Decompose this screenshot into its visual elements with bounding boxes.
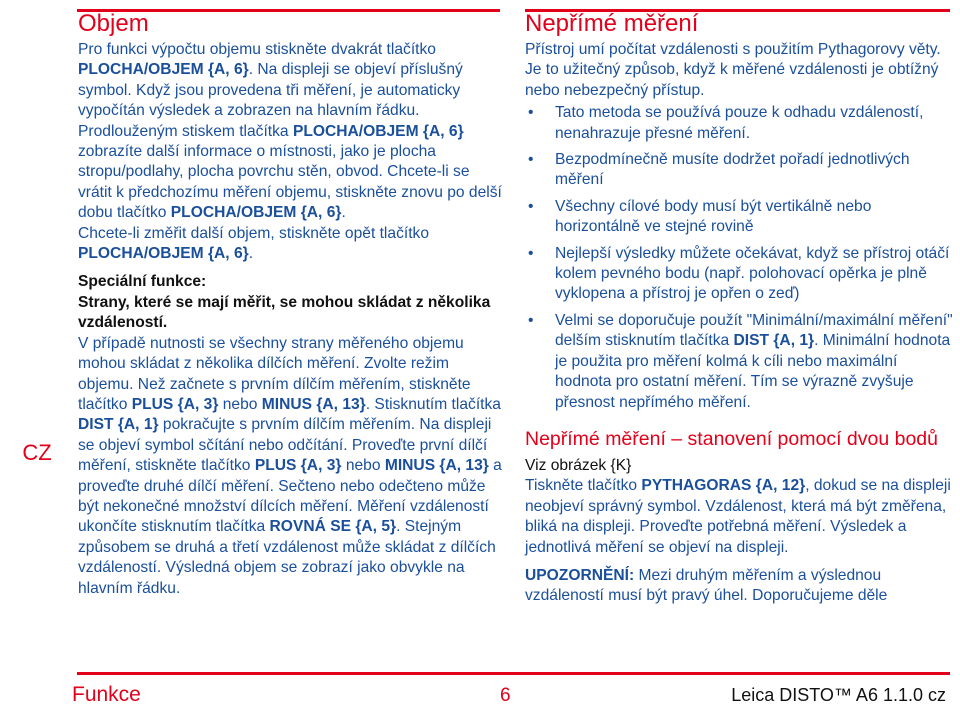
footer-product: Leica DISTO™ A6 1.1.0 cz bbox=[731, 685, 946, 705]
text-run: Nejlepší výsledky můžete očekávat, když se přístroj otáčí kolem pevného bodu (např. polohovací opěrka je plně vyklopena a přístroj je opřen o zeď) bbox=[555, 244, 950, 303]
language-tab: CZ bbox=[22, 440, 52, 465]
text-run: Chcete-li změřit další objem, stiskněte opět tlačítko bbox=[78, 224, 430, 242]
text-run: a proveďte druhé dílčí měření. Sečteno nebo odečteno může být nekonečné množství dílcích měření. Měření vzdáleností ukončíte stisknutím tlačítka bbox=[78, 457, 502, 536]
text-run: Všechny cílové body musí být vertikálně nebo horizontálně ve stejné rovině bbox=[555, 197, 872, 236]
bullet-item bbox=[525, 103, 955, 144]
key-label: PYTHAGORAS {A, 12} bbox=[641, 477, 806, 495]
key-label: PLOCHA/OBJEM {A, 6} bbox=[170, 204, 342, 222]
text-run: nebo bbox=[218, 395, 262, 413]
text-run: Pro funkci výpočtu objemu stiskněte dvakrát tlačítko bbox=[78, 41, 436, 58]
bullet-item bbox=[525, 311, 955, 413]
text-run: zobrazíte další informace o místnosti, jako je plocha stropu/podlahy, plocha povrchu stěn, obvod. Chcete-li se vrátit k předchozímu měření objemu, stiskněte znovu po delší dobu tlačítko bbox=[78, 143, 502, 222]
text-run: Tato metoda se používá pouze k odhadu vzdáleností, nenahrazuje přesné měření. bbox=[555, 104, 924, 142]
text-run: Velmi se doporučuje použít "Minimální/maximální měření" delším stisknutím tlačítka bbox=[555, 311, 953, 350]
section-title-indirect: Nepřímé měření bbox=[525, 10, 699, 37]
footer-section-name: Funkce bbox=[72, 683, 141, 706]
bottom-rule bbox=[77, 672, 950, 675]
text-run: pokračujte s prvním dílčím měřením. Na displeji se objeví symbol sčítání nebo odčítání. Proveďte první dílčí měření, stiskněte tlačítko bbox=[78, 416, 492, 475]
key-label: UPOZORNĚNÍ: bbox=[525, 566, 635, 584]
text-run: . Minimální hodnota je použita pro měření kolmá k cíli nebo maximální hodnota pro ostatní měření. Tím se výrazně zvyšuje přesnost nepřímého měření. bbox=[555, 332, 951, 411]
subsection-title-two-points: Nepřímé měření – stanovení pomocí dvou bodů bbox=[525, 427, 938, 450]
warning-note bbox=[525, 566, 955, 607]
key-label: DIST {A, 1} bbox=[78, 416, 159, 434]
volume-repeat-paragraph bbox=[78, 224, 503, 265]
indirect-intro: Přístroj umí počítat vzdálenosti s použitím Pythagorovy věty. Je to užitečný způsob, když k měřené vzdálenosti je obtížný nebo nebezpečný přístup. bbox=[525, 41, 941, 99]
right-column bbox=[525, 10, 955, 607]
volume-paragraph bbox=[78, 40, 503, 224]
key-label: PLOCHA/OBJEM {A, 6} bbox=[78, 245, 249, 263]
key-label: PLUS {A, 3} bbox=[254, 457, 342, 475]
key-label: PLUS {A, 3} bbox=[131, 395, 219, 413]
special-functions-heading: Speciální funkce: bbox=[78, 273, 207, 291]
key-label: ROVNÁ SE {A, 5} bbox=[269, 518, 397, 536]
text-run: Bezpodmínečně musíte dodržet pořadí jednotlivých měření bbox=[555, 151, 910, 189]
text-run: , dokud se na displeji neobjeví správný symbol. Vzdálenost, která má být změřena, bliká na displeji. Proveďte potřebná měření. Výsledek a jednotlivá měření se objeví na displeji. bbox=[525, 477, 951, 556]
key-label: DIST {A, 1} bbox=[733, 332, 815, 350]
text-run: . Na displeji se objeví příslušný symbol. Když jsou provedena tři měření, je automaticky vypočítán výsledek a zobrazen na hlavním řádku. Prodlouženým stiskem tlačítka bbox=[78, 61, 463, 140]
key-label: MINUS {A, 13} bbox=[261, 395, 366, 413]
figure-reference: Viz obrázek {K} bbox=[525, 456, 632, 474]
text-run: nebo bbox=[341, 457, 385, 475]
text-run: . Stejným způsobem se druhá a třetí vzdálenost může skládat z dílčích vzdáleností. Výsledná objem se zobrazí jako obvykle na hlavním řádku. bbox=[78, 518, 496, 597]
bullet-item bbox=[525, 150, 955, 191]
text-run: . Stisknutím tlačítka bbox=[365, 395, 501, 413]
page-number: 6 bbox=[500, 685, 511, 706]
left-column bbox=[78, 10, 503, 599]
key-label: PLOCHA/OBJEM {A, 6} bbox=[78, 61, 249, 79]
section-title-volume: Objem bbox=[78, 10, 149, 37]
text-run: . bbox=[341, 204, 346, 222]
pythagoras-steps bbox=[525, 476, 955, 558]
indirect-bullet-list bbox=[525, 103, 955, 413]
special-functions-subheading: Strany, které se mají měřit, se mohou skládat z několika vzdáleností. bbox=[78, 293, 491, 332]
text-run: Tiskněte tlačítko bbox=[525, 477, 642, 495]
text-run: . bbox=[248, 245, 254, 263]
key-label: PLOCHA/OBJEM {A, 6} bbox=[292, 122, 464, 140]
key-label: MINUS {A, 13} bbox=[384, 457, 489, 475]
bullet-item bbox=[525, 244, 955, 305]
text-run: Mezi druhým měřením a výslednou vzdáleností musí být pravý úhel. Doporučujeme děle bbox=[525, 566, 888, 605]
bullet-item bbox=[525, 197, 955, 238]
partial-measurement-paragraph bbox=[78, 334, 503, 599]
text-run: V případě nutnosti se všechny strany měřeného objemu mohou skládat z několika dílčích měření. Zvolte režim objemu. Než začnete s prvním dílčím měřením, stiskněte tlačítko bbox=[78, 334, 471, 413]
